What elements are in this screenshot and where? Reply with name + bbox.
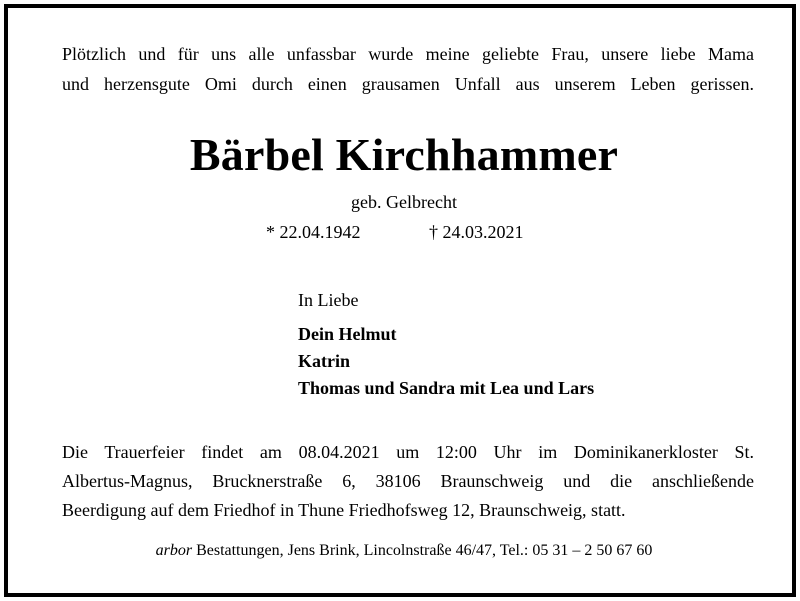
mourner-name: Katrin: [298, 351, 350, 371]
service-line: Die Trauerfeier findet am 08.04.2021 um 12:00 Uhr im Dominikanerkloster St.: [62, 442, 754, 462]
mourner-name: Thomas und Sandra mit Lea und Lars: [298, 378, 595, 398]
deceased-name: Bärbel Kirchhammer: [189, 129, 619, 180]
obituary-frame: [4, 4, 796, 597]
intro-line: und herzensgute Omi durch einen grausamen Unfall aus unserem Leben gerissen.: [62, 74, 754, 94]
service-line: Albertus-Magnus, Brucknerstraße 6, 38106 Braunschweig und die anschließende: [62, 471, 754, 491]
birth-name: geb. Gelbrecht: [351, 192, 457, 212]
funeral-home-contact: Bestattungen, Jens Brink, Lincolnstraße 46/47, Tel.: 05 31 – 2 50 67 60: [192, 542, 653, 559]
service-line: Beerdigung auf dem Friedhof in Thune Friedhofsweg 12, Braunschweig, statt.: [62, 500, 626, 520]
service-info: [62, 438, 754, 525]
mourners-intro: In Liebe: [298, 290, 359, 310]
mourner-name: Dein Helmut: [298, 324, 397, 344]
intro-line: Plötzlich und für uns alle unfassbar wurde meine geliebte Frau, unsere liebe Mama: [62, 44, 754, 64]
funeral-home-footer: [8, 542, 800, 560]
mourners-list: [298, 321, 594, 402]
death-date: † 24.03.2021: [429, 222, 524, 242]
funeral-home-brand: arbor: [155, 542, 193, 559]
birth-date: * 22.04.1942: [266, 222, 361, 242]
intro-text: [62, 39, 754, 99]
